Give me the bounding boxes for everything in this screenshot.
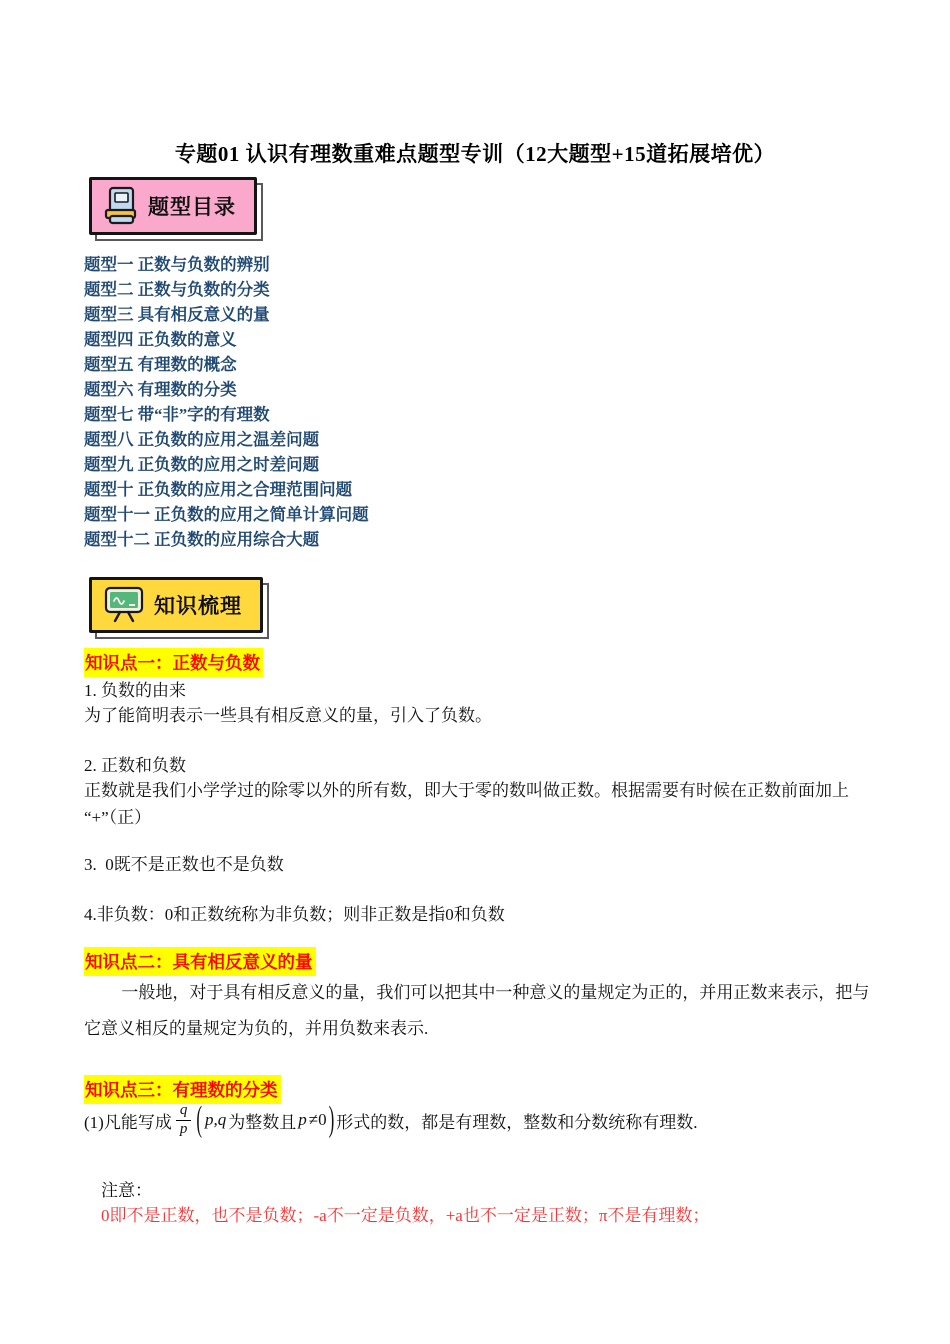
note-label: 注意： — [101, 1181, 152, 1200]
formula-suffix: 形式的数，都是有理数，整数和分数统称有理数. — [336, 1112, 698, 1132]
fraction-denominator: p — [179, 1120, 188, 1137]
note-line — [84, 1156, 709, 1246]
formula-prefix: (1)凡能写成 — [84, 1112, 172, 1132]
kp1-paragraph-6: 3. 0既不是正数也不是负数 — [84, 855, 284, 874]
fraction-numerator: q — [176, 1103, 192, 1121]
topic-item-9: 题型九 正负数的应用之时差问题 — [84, 455, 320, 474]
topic-catalog-badge-label: 题型目录 — [148, 196, 236, 219]
topic-item-4: 题型四 正负数的意义 — [84, 330, 237, 349]
kp2-paragraph-1: 一般地，对于具有相反意义的量，我们可以把其中一种意义的量规定为正的，并用正数来表示，把与 — [121, 983, 870, 1002]
topic-item-6: 题型六 有理数的分类 — [84, 380, 237, 399]
note-text: 0即不是正数，也不是负数；-a不一定是负数，+a也不一定是正数；π不是有理数； — [101, 1206, 710, 1225]
blackboard-icon — [104, 586, 144, 624]
page-title: 专题01 认识有理数重难点题型专训（12大题型+15道拓展培优） — [174, 142, 776, 167]
topic-item-5: 题型五 有理数的概念 — [84, 355, 237, 374]
knowledge-badge-label: 知识梳理 — [154, 595, 242, 618]
book-icon — [104, 186, 138, 226]
kp2-heading: 知识点二：具有相反意义的量 — [84, 947, 316, 976]
topic-item-3: 题型三 具有相反意义的量 — [84, 305, 270, 324]
rational-number-formula — [84, 1096, 698, 1144]
topic-item-10: 题型十 正负数的应用之合理范围问题 — [84, 480, 353, 499]
topic-list — [84, 252, 369, 552]
kp1-paragraph-2: 为了能简明表示一些具有相反意义的量，引入了负数。 — [84, 706, 492, 725]
formula-condition-rest: ≠0 — [308, 1110, 327, 1129]
kp1-paragraph-5: “+”（正） — [84, 808, 152, 827]
kp1-paragraph-7: 4.非负数：0和正数统称为非负数；则非正数是指0和负数 — [84, 905, 505, 924]
kp1-paragraph-1: 1. 负数的由来 — [84, 681, 186, 700]
formula-vars: p,q — [205, 1110, 227, 1129]
formula-condition-text: 为整数且 — [228, 1112, 297, 1132]
topic-item-2: 题型二 正数与负数的分类 — [84, 280, 270, 299]
kp2-paragraph-2: 它意义相反的量规定为负的，并用负数来表示. — [84, 1019, 429, 1038]
topic-item-1: 题型一 正数与负数的辨别 — [84, 255, 270, 274]
fraction-q-over-p — [176, 1103, 192, 1138]
kp3-heading: 知识点三：有理数的分类 — [84, 1075, 281, 1104]
close-paren: ) — [328, 1099, 335, 1139]
kp1-heading: 知识点一：正数与负数 — [84, 648, 263, 677]
topic-catalog-badge — [89, 177, 257, 235]
open-paren: ( — [196, 1099, 202, 1139]
topic-item-8: 题型八 正负数的应用之温差问题 — [84, 430, 320, 449]
topic-catalog-badge-front — [89, 177, 257, 235]
knowledge-badge — [89, 577, 263, 633]
kp1-paragraph-3: 2. 正数和负数 — [84, 756, 186, 775]
topic-item-11: 题型十一 正负数的应用之简单计算问题 — [84, 505, 369, 524]
topic-item-12: 题型十二 正负数的应用综合大题 — [84, 530, 320, 549]
kp1-paragraph-4: 正数就是我们小学学过的除零以外的所有数，即大于零的数叫做正数。根据需要有时候在正数前面加上 — [84, 781, 849, 800]
topic-item-7: 题型七 带“非”字的有理数 — [84, 405, 270, 424]
formula-var2: p — [298, 1110, 307, 1129]
knowledge-badge-front — [89, 577, 263, 633]
